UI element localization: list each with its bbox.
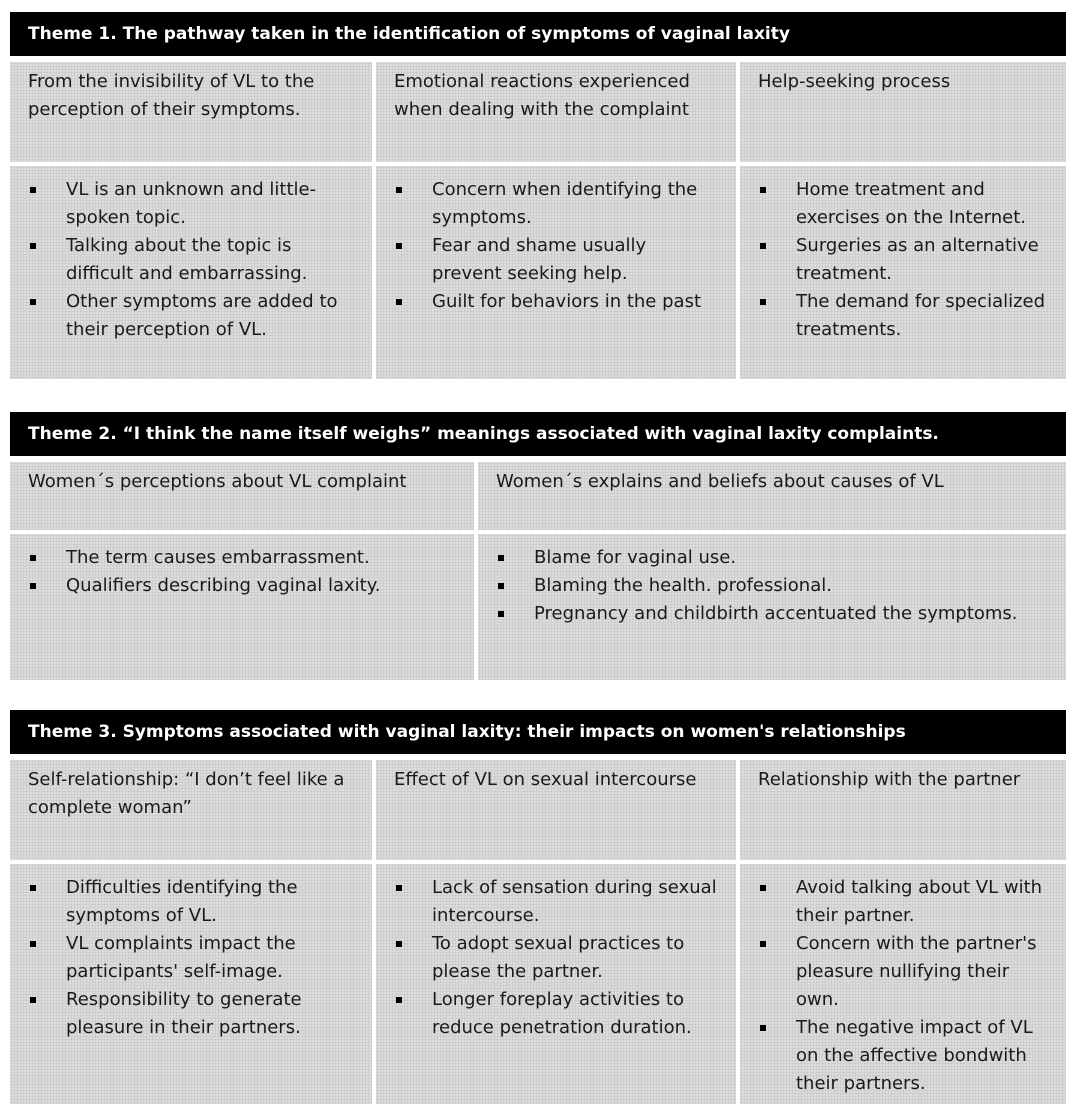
theme-2-heading-1: Women´s perceptions about VL complaint (10, 462, 474, 530)
bullet-list (758, 176, 1050, 344)
theme-3-body-3 (740, 864, 1066, 1104)
list-item: The negative impact of VL on the affective bondwith their partners. (758, 1014, 1050, 1098)
list-item: Pregnancy and childbirth accentuated the symptoms. (496, 600, 1050, 628)
theme-1-body-3 (740, 166, 1066, 379)
list-item: To adopt sexual practices to please the partner. (394, 930, 720, 986)
theme-1-heading-3: Help-seeking process (740, 62, 1066, 162)
list-item: Concern with the partner's pleasure nullifying their own. (758, 930, 1050, 1014)
theme-2-heading-2: Women´s explains and beliefs about causes of VL (478, 462, 1066, 530)
theme-3-block (10, 710, 1066, 1104)
bullet-list (394, 874, 720, 1042)
theme-3-heading-1: Self-relationship: “I don’t feel like a complete woman” (10, 760, 372, 860)
theme-2-title: Theme 2. “I think the name itself weighs” meanings associated with vaginal laxity complaints. (10, 412, 1066, 456)
theme-1-body-1 (10, 166, 372, 379)
list-item: Home treatment and exercises on the Internet. (758, 176, 1050, 232)
theme-1-block (10, 12, 1066, 379)
list-item: Difficulties identifying the symptoms of VL. (28, 874, 356, 930)
theme-3-body-1 (10, 864, 372, 1104)
list-item: The term causes embarrassment. (28, 544, 458, 572)
bullet-list (28, 874, 356, 1042)
theme-2-block (10, 412, 1066, 680)
list-item: Blame for vaginal use. (496, 544, 1050, 572)
list-item: Qualifiers describing vaginal laxity. (28, 572, 458, 600)
list-item: Other symptoms are added to their perception of VL. (28, 288, 356, 344)
bullet-list (28, 176, 356, 344)
bullet-list (496, 544, 1050, 628)
bullet-list (28, 544, 458, 600)
list-item: Surgeries as an alternative treatment. (758, 232, 1050, 288)
theme-2-body-1 (10, 534, 474, 680)
theme-3-body-2 (376, 864, 736, 1104)
list-item: VL is an unknown and little-spoken topic. (28, 176, 356, 232)
list-item: Blaming the health. professional. (496, 572, 1050, 600)
theme-2-body-2 (478, 534, 1066, 680)
bullet-list (758, 874, 1050, 1098)
theme-3-heading-3: Relationship with the partner (740, 760, 1066, 860)
list-item: Responsibility to generate pleasure in their partners. (28, 986, 356, 1042)
list-item: Avoid talking about VL with their partner. (758, 874, 1050, 930)
theme-1-heading-2: Emotional reactions experienced when dealing with the complaint (376, 62, 736, 162)
list-item: Guilt for behaviors in the past (394, 288, 720, 316)
list-item: The demand for specialized treatments. (758, 288, 1050, 344)
list-item: VL complaints impact the participants' self-image. (28, 930, 356, 986)
theme-3-heading-2: Effect of VL on sexual intercourse (376, 760, 736, 860)
theme-1-heading-1: From the invisibility of VL to the perception of their symptoms. (10, 62, 372, 162)
theme-1-body-2 (376, 166, 736, 379)
list-item: Lack of sensation during sexual intercourse. (394, 874, 720, 930)
list-item: Concern when identifying the symptoms. (394, 176, 720, 232)
list-item: Fear and shame usually prevent seeking help. (394, 232, 720, 288)
list-item: Longer foreplay activities to reduce penetration duration. (394, 986, 720, 1042)
theme-1-title: Theme 1. The pathway taken in the identification of symptoms of vaginal laxity (10, 12, 1066, 56)
theme-3-title: Theme 3. Symptoms associated with vaginal laxity: their impacts on women's relationships (10, 710, 1066, 754)
bullet-list (394, 176, 720, 316)
list-item: Talking about the topic is difficult and embarrassing. (28, 232, 356, 288)
